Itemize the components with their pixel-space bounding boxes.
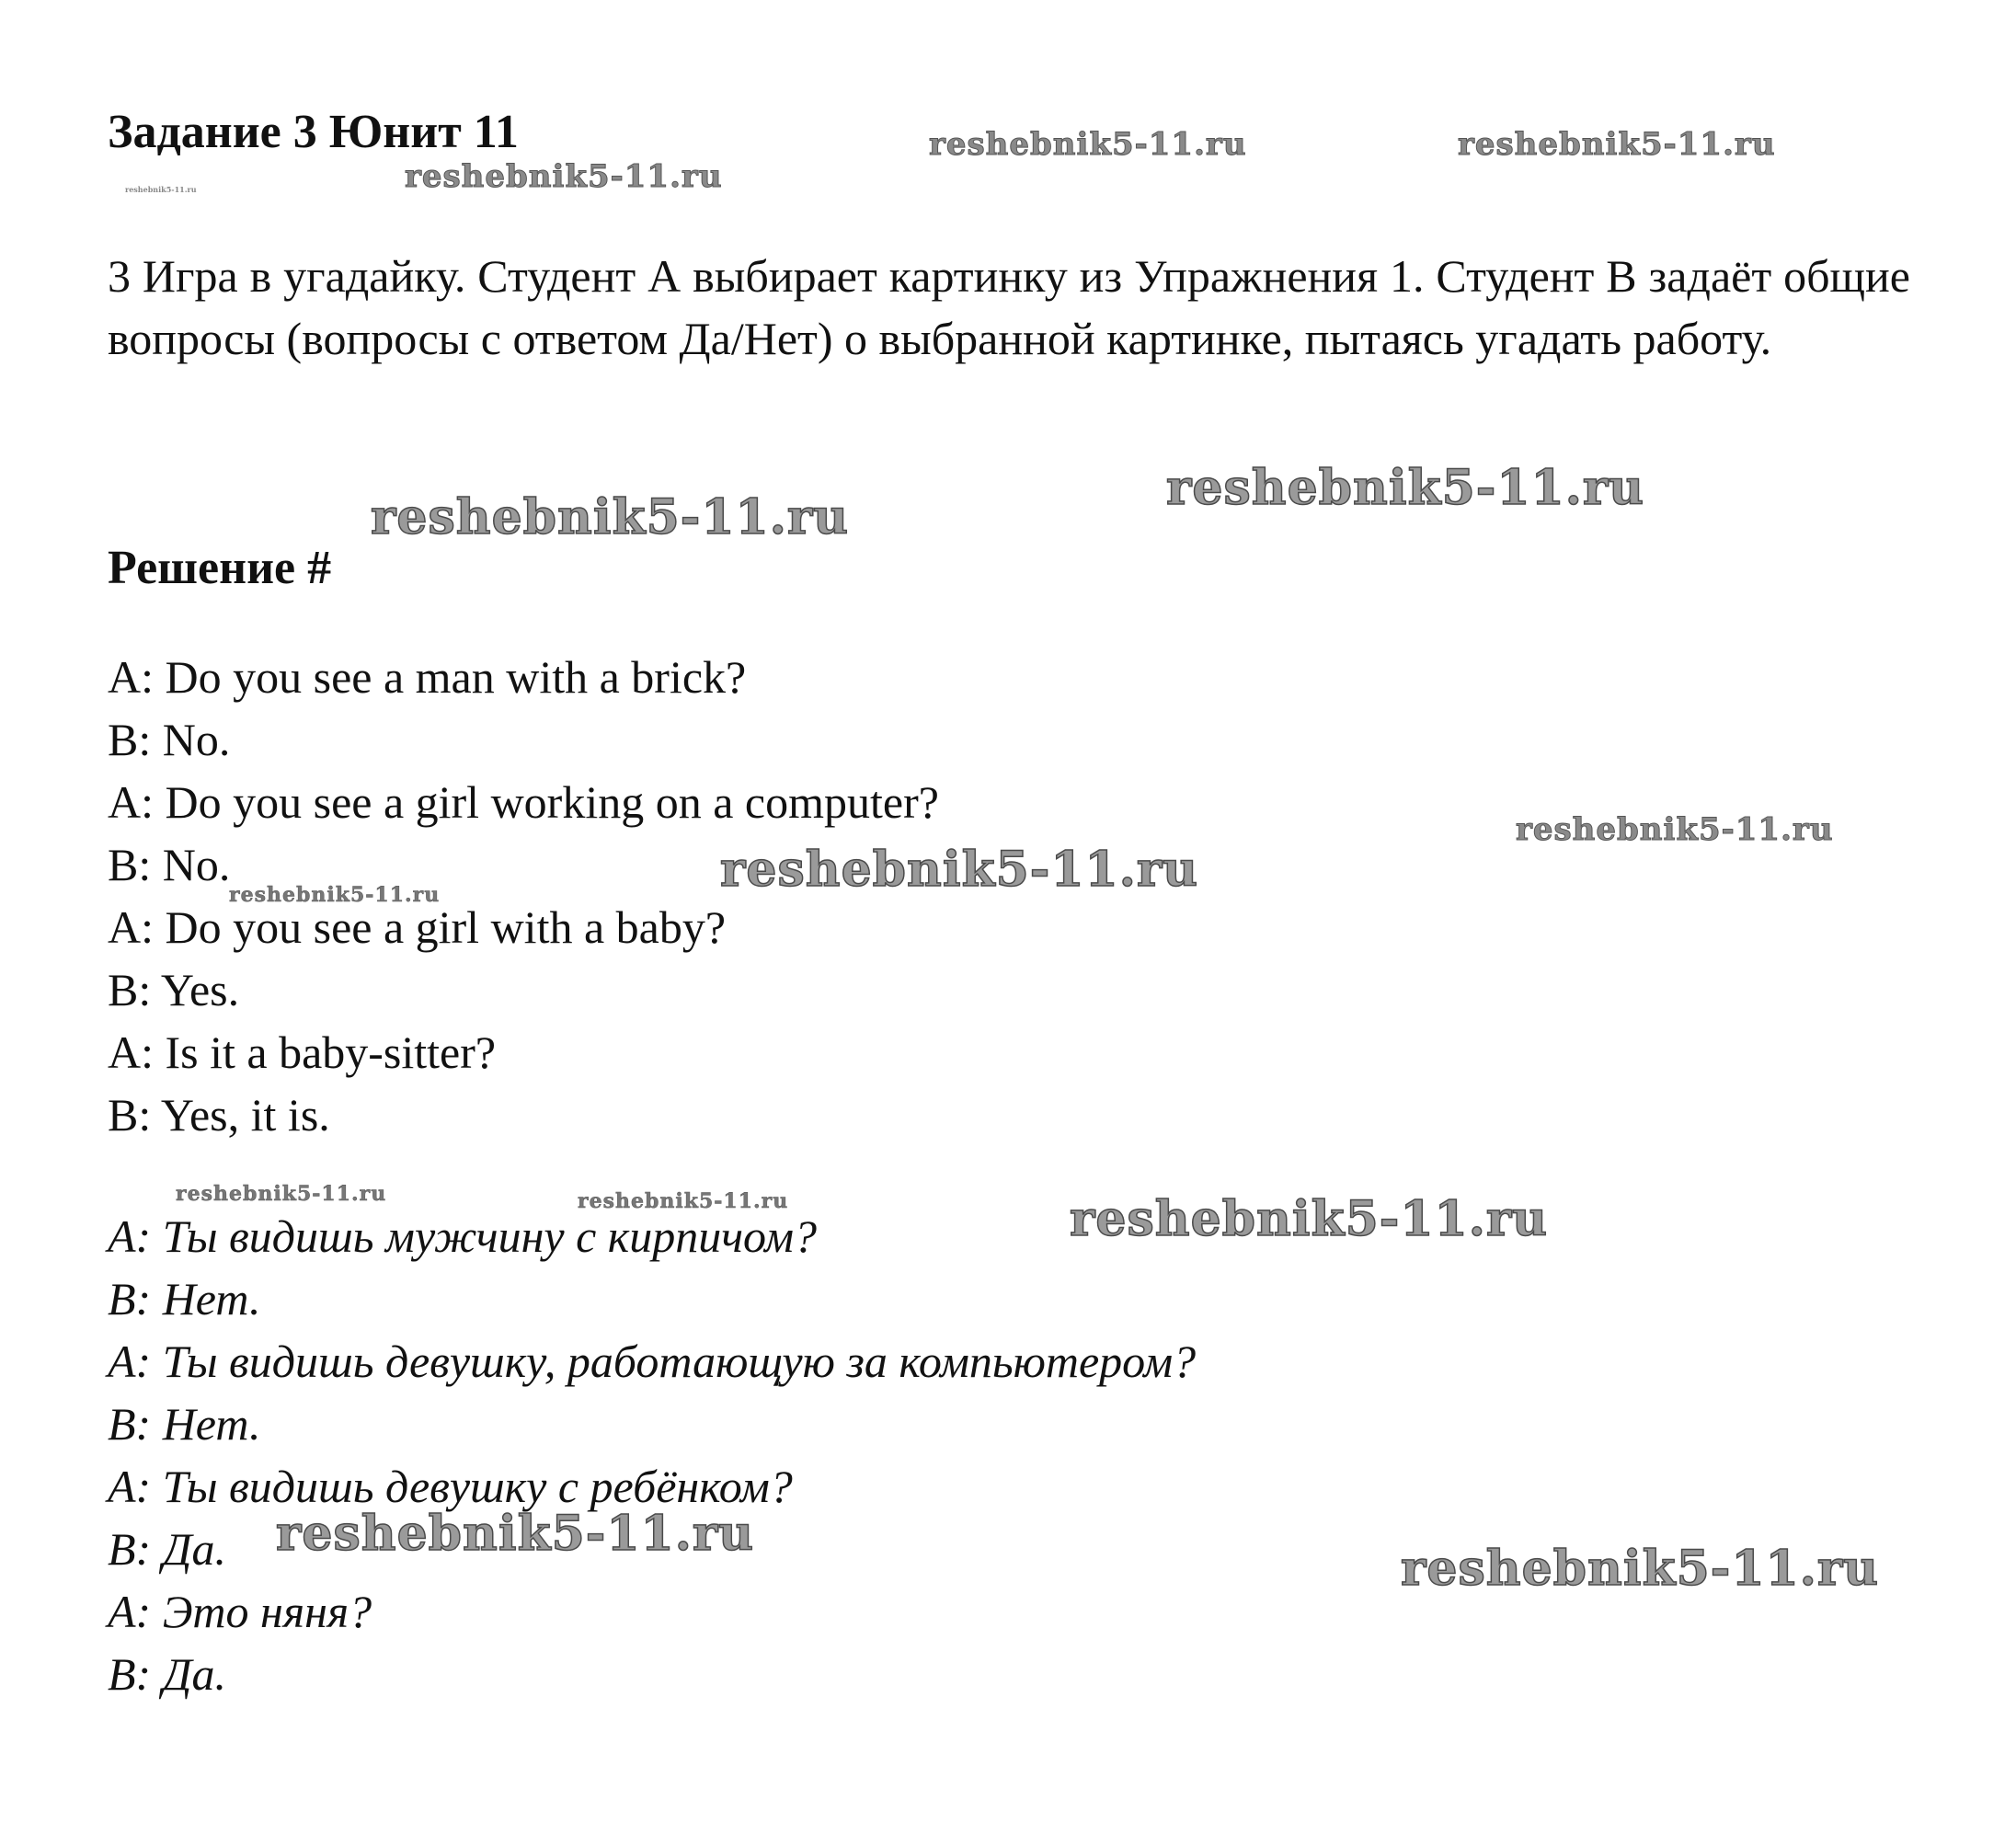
- dialog-line: А: Это няня?: [108, 1586, 372, 1637]
- dialog-line: В: Да.: [108, 1648, 227, 1700]
- watermark: reshebnik5-11.ru: [229, 883, 441, 907]
- watermark: reshebnik5-11.ru: [1458, 126, 1776, 163]
- watermark: reshebnik5-11.ru: [125, 185, 197, 194]
- dialog-russian: [108, 1205, 1196, 1705]
- dialog-line: A: Do you see a man with a brick?: [108, 651, 747, 703]
- watermark: reshebnik5-11.ru: [929, 126, 1247, 163]
- watermark: reshebnik5-11.ru: [1516, 811, 1834, 848]
- dialog-line: A: Do you see a girl with a baby?: [108, 901, 727, 953]
- dialog-line: В: Да.: [108, 1523, 227, 1575]
- watermark: reshebnik5-11.ru: [371, 489, 850, 545]
- watermark: reshebnik5-11.ru: [578, 1189, 789, 1213]
- watermark: reshebnik5-11.ru: [276, 1506, 755, 1562]
- dialog-line: В: Нет.: [108, 1273, 261, 1324]
- dialog-line: A: Is it a baby-sitter?: [108, 1026, 497, 1078]
- dialog-line: B: No.: [108, 839, 231, 890]
- watermark: reshebnik5-11.ru: [1070, 1191, 1549, 1247]
- watermark: reshebnik5-11.ru: [1166, 460, 1645, 516]
- dialog-line: А: Ты видишь мужчину с кирпичом?: [108, 1210, 818, 1262]
- watermark: reshebnik5-11.ru: [1401, 1541, 1880, 1597]
- page-title: Задание 3 Юнит 11: [108, 106, 519, 158]
- dialog-line: A: Do you see a girl working on a computer?: [108, 776, 939, 828]
- dialog-line: B: No.: [108, 714, 231, 765]
- dialog-line: B: Yes.: [108, 964, 240, 1015]
- watermark: reshebnik5-11.ru: [720, 842, 1199, 898]
- solution-heading: Решение #: [108, 542, 332, 594]
- dialog-line: А: Ты видишь девушку с ребёнком?: [108, 1461, 793, 1512]
- watermark: reshebnik5-11.ru: [176, 1182, 387, 1206]
- task-description: 3 Игра в угадайку. Студент А выбирает картинку из Упражнения 1. Студент В задаёт общие вопросы (вопросы с ответом Да/Нет) о выбранной картинке, пытаясь угадать работу.: [108, 250, 1910, 364]
- dialog-line: А: Ты видишь девушку, работающую за компьютером?: [108, 1336, 1197, 1387]
- dialog-line: B: Yes, it is.: [108, 1089, 330, 1141]
- dialog-line: В: Нет.: [108, 1398, 261, 1450]
- watermark: reshebnik5-11.ru: [405, 158, 723, 195]
